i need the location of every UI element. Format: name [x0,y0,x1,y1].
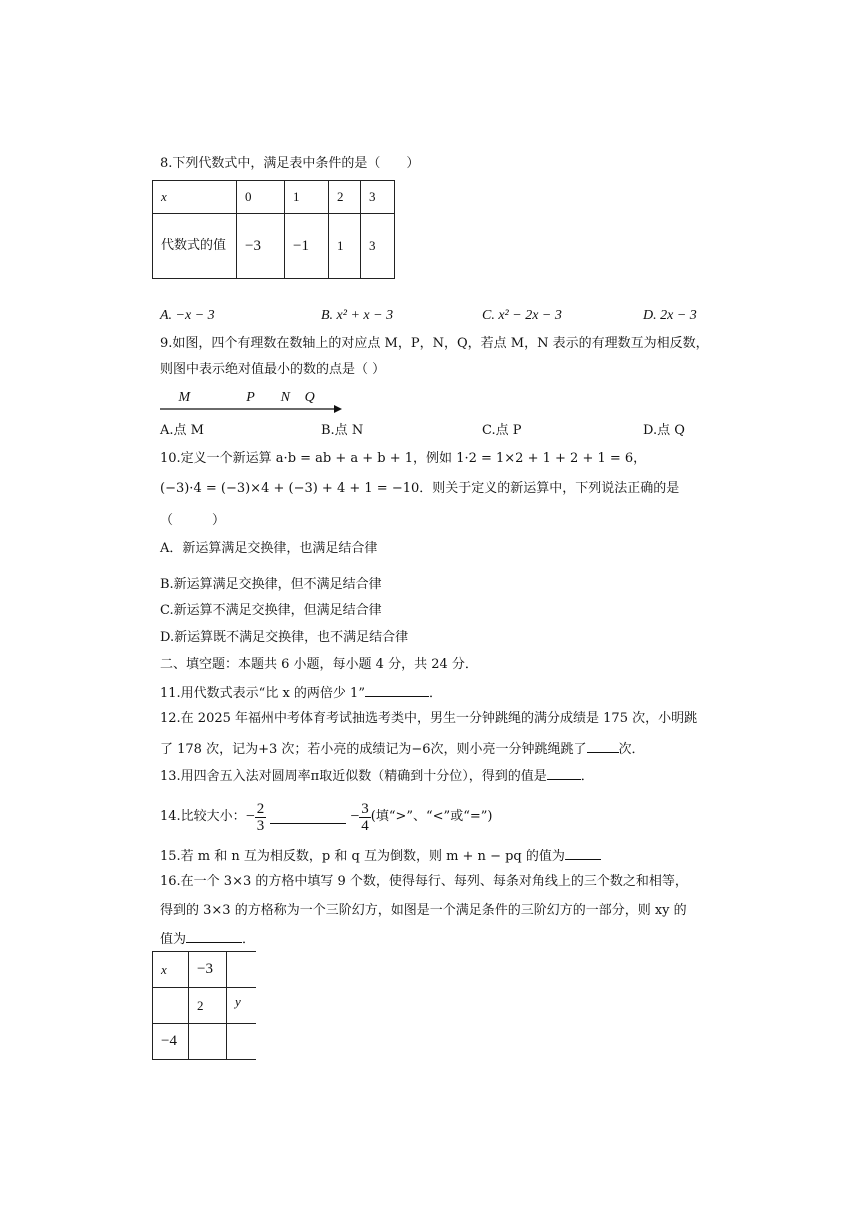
q15-wrap [160,847,601,865]
q10-option-d[interactable]: D.新运算既不满足交换律，也不满足结合律 [160,630,409,645]
q9-option-c[interactable]: C.点 P [482,423,522,438]
q11-stem: 11.用代数式表示“比 x 的两倍少 1” [160,686,365,701]
q8-option-c[interactable]: C. x² − 2x − 3 [482,308,562,323]
q14-answer-blank[interactable] [270,811,346,824]
q11-end: ． [428,686,442,701]
q8-option-a[interactable]: A. −x − 3 [160,308,215,323]
q13-wrap [160,767,594,785]
q13-end: ． [580,769,594,784]
q8-stem: 8.下列代数式中，满足表中条件的是（ ） [160,156,420,171]
q9-line1: 9.如图，四个有理数在数轴上的对应点 M，P，N，Q，若点 M，N 表示的有理数互为相反数， [160,336,709,351]
number-line-point-n: N [280,390,290,405]
q16-answer-blank[interactable] [186,930,242,943]
number-line [158,384,348,420]
q8-cell: 3 [361,181,395,214]
q12-end: 次． [618,742,645,757]
magic-square-cell [227,952,257,988]
q11-answer-blank[interactable] [365,684,429,697]
q15-answer-blank[interactable] [565,847,601,860]
q12-line1: 12.在 2025 年福州中考体育考试抽选考类中，男生一分钟跳绳的满分成绩是 175 次，小明跳 [160,711,698,726]
q8-cell: 1 [285,181,329,214]
magic-square-cell: −3 [189,952,227,988]
number-line-point-p: P [246,390,255,405]
magic-square-grid [152,951,256,1060]
q14-wrap [160,794,492,840]
q9-option-a[interactable]: A.点 M [160,423,204,438]
q8-cell: 1 [329,214,361,279]
q15-stem: 15.若 m 和 n 互为相反数，p 和 q 互为倒数，则 m + n − pq 的值为 [160,849,565,864]
q8-option-d[interactable]: D. 2x − 3 [643,308,697,323]
fraction-three-quarters [359,801,371,834]
q8-cell: 2 [329,181,361,214]
q14-frac1-sign: − [245,808,255,825]
magic-square-cell [227,1024,257,1060]
q9-line2: 则图中表示绝对值最小的数的点是（ ） [160,362,386,377]
q16-line2: 得到的 3×3 的方格称为一个三阶幻方，如图是一个满足条件的三阶幻方的一部分，则 xy 的 [160,903,687,918]
q8-value-table [152,180,395,279]
number-line-point-q: Q [304,390,315,405]
q10-option-a[interactable]: A．新运算满足交换律，也满足结合律 [160,541,378,556]
q16-line3: 值为 [160,932,187,947]
magic-square-cell: 2 [189,988,227,1024]
q12-line2-wrap [160,740,645,758]
fraction-numerator: 3 [361,800,369,817]
q11-text [160,684,442,702]
fraction-denominator: 4 [361,817,369,834]
section-heading: 二、填空题：本题共 6 小题，每小题 4 分，共 24 分． [160,657,478,672]
number-line-point-m: M [178,390,191,405]
q8-cell-label: 代数式的值 [153,214,237,279]
q8-cell: 0 [237,181,285,214]
q16-line1: 16.在一个 3×3 的方格中填写 9 个数，使得每行、每列、每条对角线上的三个数之和相等， [160,874,688,889]
q14-suffix: (填“>”、“<”或“=”) [370,809,493,824]
q10-option-b[interactable]: B.新运算满足交换律，但不满足结合律 [160,577,382,592]
q13-stem: 13.用四舍五入法对圆周率π取近似数（精确到十分位），得到的值是 [160,769,547,784]
fraction-numerator: 2 [256,800,265,817]
q13-answer-blank[interactable] [547,767,581,780]
fraction-denominator: 3 [256,817,265,834]
q12-answer-blank[interactable] [587,740,619,753]
q10-line2: (−3)·4 = (−3)×4 + (−3) + 4 + 1 = −10．则关于定义的新运算中，下列说法正确的是 [160,481,680,496]
q8-cell: −3 [237,214,285,279]
q10-line1: 10.定义一个新运算 a·b = ab + a + b + 1，例如 1·2 = 1×2 + 1 + 2 + 1 = 6， [160,451,647,466]
q16-line3-wrap [160,930,255,948]
q10-line3: （ ） [160,513,226,528]
q16-end: ． [242,932,256,947]
q8-option-b[interactable]: B. x² + x − 3 [321,308,394,323]
q8-cell: −1 [285,214,329,279]
q10-option-c[interactable]: C.新运算不满足交换律，但满足结合律 [160,603,382,618]
fraction-two-thirds [255,801,267,834]
q12-line2: 了 178 次，记为+3 次；若小亮的成绩记为−6次，则小亮一分钟跳绳跳了 [160,742,587,757]
magic-square-cell: −4 [153,1024,189,1060]
q9-option-d[interactable]: D.点 Q [643,423,685,438]
q8-cell: x [153,181,237,214]
arrow-right-icon [334,405,342,413]
q8-cell: 3 [361,214,395,279]
magic-square-cell [153,988,189,1024]
q14-prefix: 14.比较大小： [160,809,246,824]
magic-square-cell: x [153,952,189,988]
magic-square-cell: y [227,988,257,1024]
q14-frac2-sign: − [350,808,360,825]
magic-square-cell [189,1024,227,1060]
q9-option-b[interactable]: B.点 N [321,423,364,438]
